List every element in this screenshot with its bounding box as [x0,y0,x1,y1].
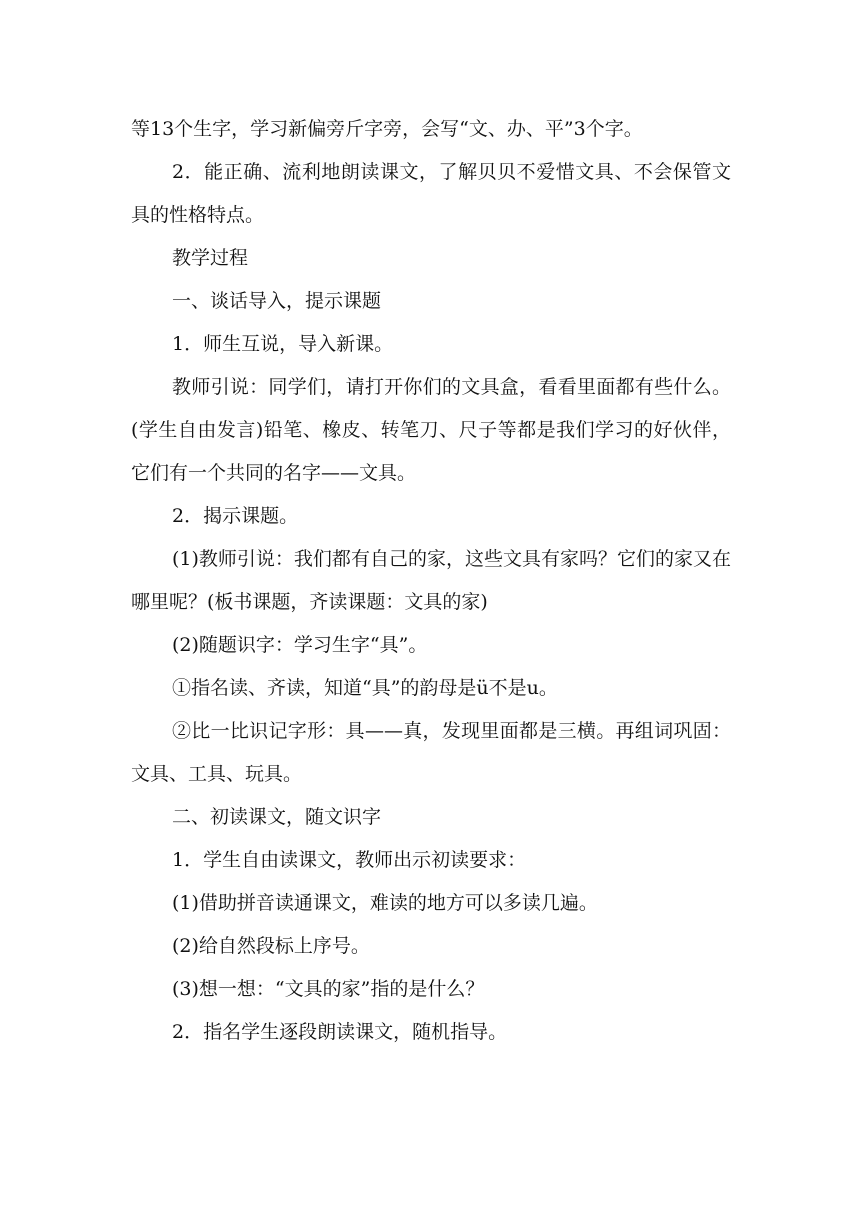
section-heading-part-two: 二、初读课文，随文识字 [172,806,382,828]
paragraph-15: (2)给自然段标上序号。 [172,935,370,957]
paragraph-5: 1．师生互说，导入新课。 [172,333,394,355]
paragraph-14: (1)借助拼音读通课文，难读的地方可以多读几遍。 [172,892,598,914]
paragraph-10: ①指名读、齐读，知道“具”的韵母是ü不是u。 [172,677,558,699]
paragraph-11: ②比一比识记字形：具——真，发现里面都是三横。再组词巩固：文具、工具、玩具。 [131,720,731,785]
paragraph-8: (1)教师引说：我们都有自己的家，这些文具有家吗？它们的家又在哪里呢？(板书课题，齐读课题：文具的家) [131,548,731,613]
paragraph-1: 等13个生字，学习新偏旁斤字旁，会写“文、办、平”3个字。 [131,118,643,140]
paragraph-7: 2．揭示课题。 [172,505,299,527]
section-heading-teaching-process: 教学过程 [172,247,249,269]
document-body [131,108,731,1054]
paragraph-16: (3)想一想：“文具的家”指的是什么？ [172,978,485,1000]
paragraph-6: 教师引说：同学们，请打开你们的文具盒，看看里面都有些什么。(学生自由发言)铅笔、橡皮、转笔刀、尺子等都是我们学习的好伙伴，它们有一个共同的名字——文具。 [131,376,731,484]
paragraph-13: 1．学生自由读课文，教师出示初读要求： [172,849,527,871]
section-heading-part-one: 一、谈话导入，提示课题 [172,290,382,312]
paragraph-2: 2．能正确、流利地朗读课文，了解贝贝不爱惜文具、不会保管文具的性格特点。 [131,161,731,226]
paragraph-9: (2)随题识字：学习生字“具”。 [172,634,428,656]
paragraph-17: 2．指名学生逐段朗读课文，随机指导。 [172,1021,508,1043]
